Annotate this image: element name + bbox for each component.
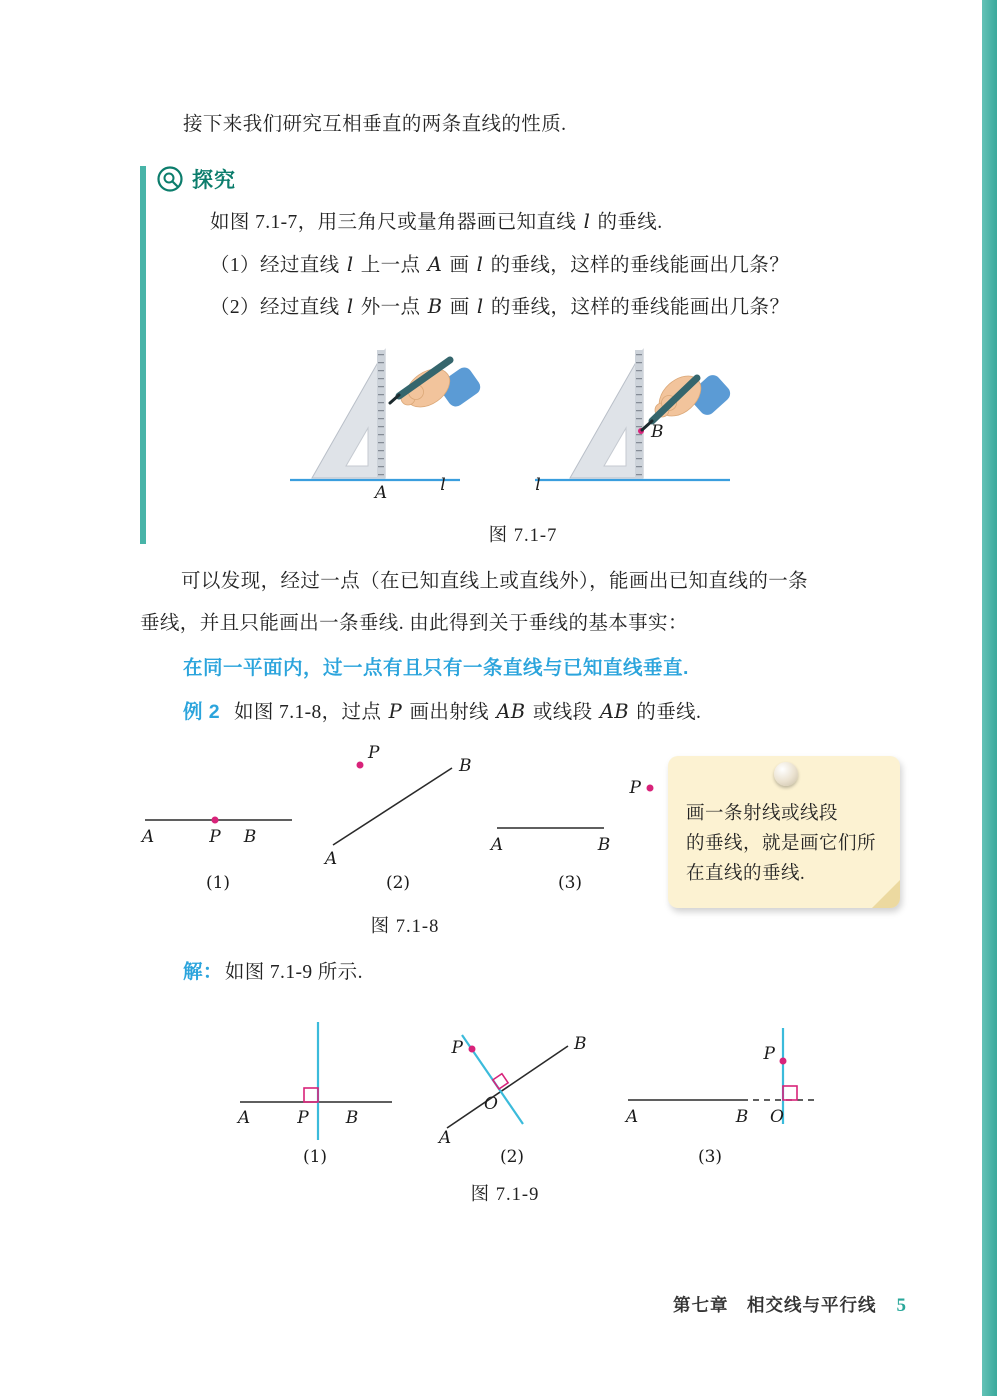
page-edge-accent-bar bbox=[982, 0, 997, 1396]
note-line: 在直线的垂线. bbox=[686, 863, 806, 884]
solution-text: 如图 7.1-9 所示. bbox=[224, 962, 363, 983]
label-A: A bbox=[374, 483, 388, 503]
sub-label-2: (2) bbox=[385, 873, 411, 893]
fig718-diagram-3 bbox=[489, 778, 654, 893]
intro-paragraph: 接下来我们研究互相垂直的两条直线的性质. bbox=[183, 114, 567, 135]
example-2-text: 如图 7.1-8，过点 P 画出射线 AB 或线段 AB 的垂线. bbox=[233, 700, 702, 723]
sub-label-3: (3) bbox=[697, 1147, 723, 1167]
fig718-diagram-2 bbox=[323, 743, 472, 893]
margin-note bbox=[668, 756, 900, 908]
note-folded-corner bbox=[872, 880, 900, 908]
figure-7-1-7 bbox=[280, 338, 750, 510]
label-B: B bbox=[735, 1107, 749, 1127]
ray-AB bbox=[447, 1046, 568, 1128]
sub-label-1: (1) bbox=[302, 1147, 328, 1167]
triangle-ruler-2 bbox=[570, 350, 643, 478]
figure-7-1-9 bbox=[230, 1012, 830, 1167]
discover-paragraph-line-1: 可以发现，经过一点（在已知直线上或直线外），能画出已知直线的一条 bbox=[181, 571, 809, 592]
right-angle-mark bbox=[304, 1088, 318, 1102]
fig719-diagram-2 bbox=[437, 1034, 587, 1167]
label-B: B bbox=[345, 1108, 359, 1128]
example-2-line bbox=[183, 697, 701, 727]
label-P: P bbox=[763, 1044, 775, 1064]
label-O: O bbox=[770, 1107, 784, 1127]
label-B: B bbox=[597, 835, 611, 855]
explore-question-2: （2）经过直线 l 外一点 B 画 l 的垂线，这样的垂线能画出几条？ bbox=[210, 295, 790, 318]
label-l-right: l bbox=[440, 475, 446, 495]
label-B: B bbox=[243, 827, 257, 847]
sub-label-2: (2) bbox=[499, 1147, 525, 1167]
pearl-pin-icon bbox=[774, 762, 798, 786]
figure-7-1-9-caption: 图 7.1-9 bbox=[470, 1185, 540, 1205]
label-P: P bbox=[629, 778, 641, 798]
solution-line bbox=[183, 958, 363, 987]
sub-label-1: (1) bbox=[205, 873, 231, 893]
right-angle-mark bbox=[783, 1086, 797, 1100]
sub-label-3: (3) bbox=[557, 873, 583, 893]
label-B: B bbox=[651, 422, 664, 442]
triangle-ruler-1 bbox=[312, 350, 385, 478]
explore-accent-bar bbox=[140, 166, 146, 544]
label-A: A bbox=[237, 1108, 251, 1128]
explore-icon bbox=[156, 165, 184, 193]
example-2-label: 例 2 bbox=[183, 701, 220, 723]
solution-label: 解： bbox=[183, 961, 223, 983]
label-l-left: l bbox=[535, 475, 541, 495]
explore-question-1: （1）经过直线 l 上一点 A 画 l 的垂线，这样的垂线能画出几条？ bbox=[210, 253, 790, 276]
hand-pen-illustration-2 bbox=[642, 368, 733, 430]
label-A: A bbox=[141, 827, 155, 847]
point-P bbox=[357, 762, 364, 769]
explore-header bbox=[156, 164, 236, 194]
label-O: O bbox=[484, 1094, 498, 1114]
figure-7-1-8-caption: 图 7.1-8 bbox=[370, 917, 440, 937]
label-P: P bbox=[368, 743, 380, 763]
note-line: 的垂线，就是画它们所 bbox=[686, 833, 877, 854]
margin-note-text bbox=[686, 800, 876, 890]
footer-chapter-title: 第七章 相交线与平行线 bbox=[673, 1295, 877, 1315]
page-footer bbox=[140, 1292, 906, 1317]
label-B: B bbox=[459, 756, 472, 776]
label-A: A bbox=[324, 849, 338, 869]
label-A: A bbox=[625, 1107, 639, 1127]
fig719-diagram-3 bbox=[624, 1028, 818, 1167]
figure-7-1-8 bbox=[140, 742, 670, 900]
label-P: P bbox=[297, 1108, 309, 1128]
point-P bbox=[212, 817, 219, 824]
label-P: P bbox=[451, 1038, 463, 1058]
figure-7-1-7-caption: 图 7.1-7 bbox=[488, 526, 558, 546]
label-B: B bbox=[574, 1034, 587, 1054]
explore-title: 探究 bbox=[192, 169, 236, 192]
point-P bbox=[647, 785, 654, 792]
point-P bbox=[469, 1046, 476, 1053]
ray-AB-2 bbox=[333, 768, 452, 845]
footer-page-number: 5 bbox=[896, 1295, 906, 1316]
discover-paragraph-line-2: 垂线，并且只能画出一条垂线. 由此得到关于垂线的基本事实： bbox=[140, 613, 688, 634]
perpendicular-fact-statement: 在同一平面内，过一点有且只有一条直线与已知直线垂直. bbox=[183, 657, 689, 679]
fig718-diagram-1 bbox=[140, 817, 292, 894]
label-A: A bbox=[438, 1128, 452, 1148]
label-P: P bbox=[209, 827, 221, 847]
fig717-drawing-1 bbox=[290, 350, 483, 503]
fig717-drawing-2 bbox=[535, 350, 733, 495]
point-P bbox=[780, 1058, 787, 1065]
fig719-diagram-1 bbox=[236, 1022, 392, 1167]
label-A: A bbox=[490, 835, 504, 855]
note-line: 画一条射线或线段 bbox=[686, 804, 839, 824]
explore-intro-line: 如图 7.1-7，用三角尺或量角器画已知直线 l 的垂线. bbox=[210, 210, 663, 233]
hand-pen-illustration-1 bbox=[390, 360, 483, 415]
